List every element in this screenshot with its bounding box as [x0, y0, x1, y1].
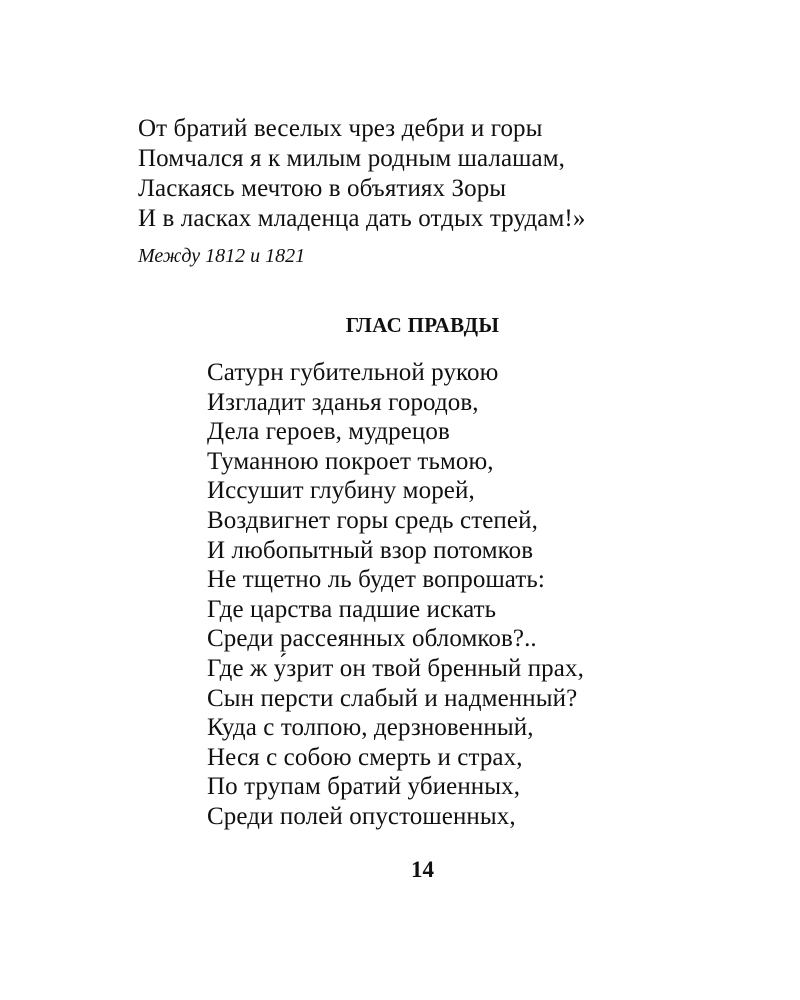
verse-line: И любопытный взор потомков	[207, 536, 534, 564]
verse-line: Туманною покроет тьмою,	[207, 447, 494, 475]
verse-line: Где ж у́зрит он твой бренный прах,	[207, 654, 584, 682]
verse-line: Ласкаясь мечтою в объятиях Зоры	[138, 175, 507, 202]
poem-body	[207, 358, 727, 832]
verse-line: От братий веселых чрез дебри и горы	[138, 115, 543, 142]
verse-line: Неся с собою смерть и страх,	[207, 743, 523, 771]
verse-line: Не тщетно ль будет вопрошать:	[207, 566, 545, 594]
verse-line: Среди полей опустошенных,	[207, 802, 516, 830]
verse-line: Дела героев, мудрецов	[207, 418, 450, 446]
verse-line: Где царства падшие искать	[207, 595, 497, 623]
date-note: Между 1812 и 1821	[138, 245, 306, 267]
verse-line: Воздвигнет горы средь степей,	[207, 506, 538, 534]
verse-line: Иссушит глубину морей,	[207, 477, 475, 505]
verse-line: И в ласках младенца дать отдых трудам!»	[138, 205, 586, 232]
poem-title: ГЛАС ПРАВДЫ	[345, 313, 500, 337]
verse-line: Сын персти слабый и надменный?	[207, 684, 578, 712]
verse-line: Среди рассеянных обломков?..	[207, 625, 537, 653]
verse-line: По трупам братий убиенных,	[207, 773, 521, 801]
verse-line: Изгладит зданья городов,	[207, 388, 479, 416]
page-number: 14	[411, 857, 434, 882]
previous-poem-ending	[138, 114, 738, 234]
verse-line: Сатурн губительной рукою	[207, 359, 499, 386]
verse-line: Куда с толпою, дерзновенный,	[207, 714, 534, 742]
verse-line: Помчался я к милым родным шалашам,	[138, 145, 565, 172]
